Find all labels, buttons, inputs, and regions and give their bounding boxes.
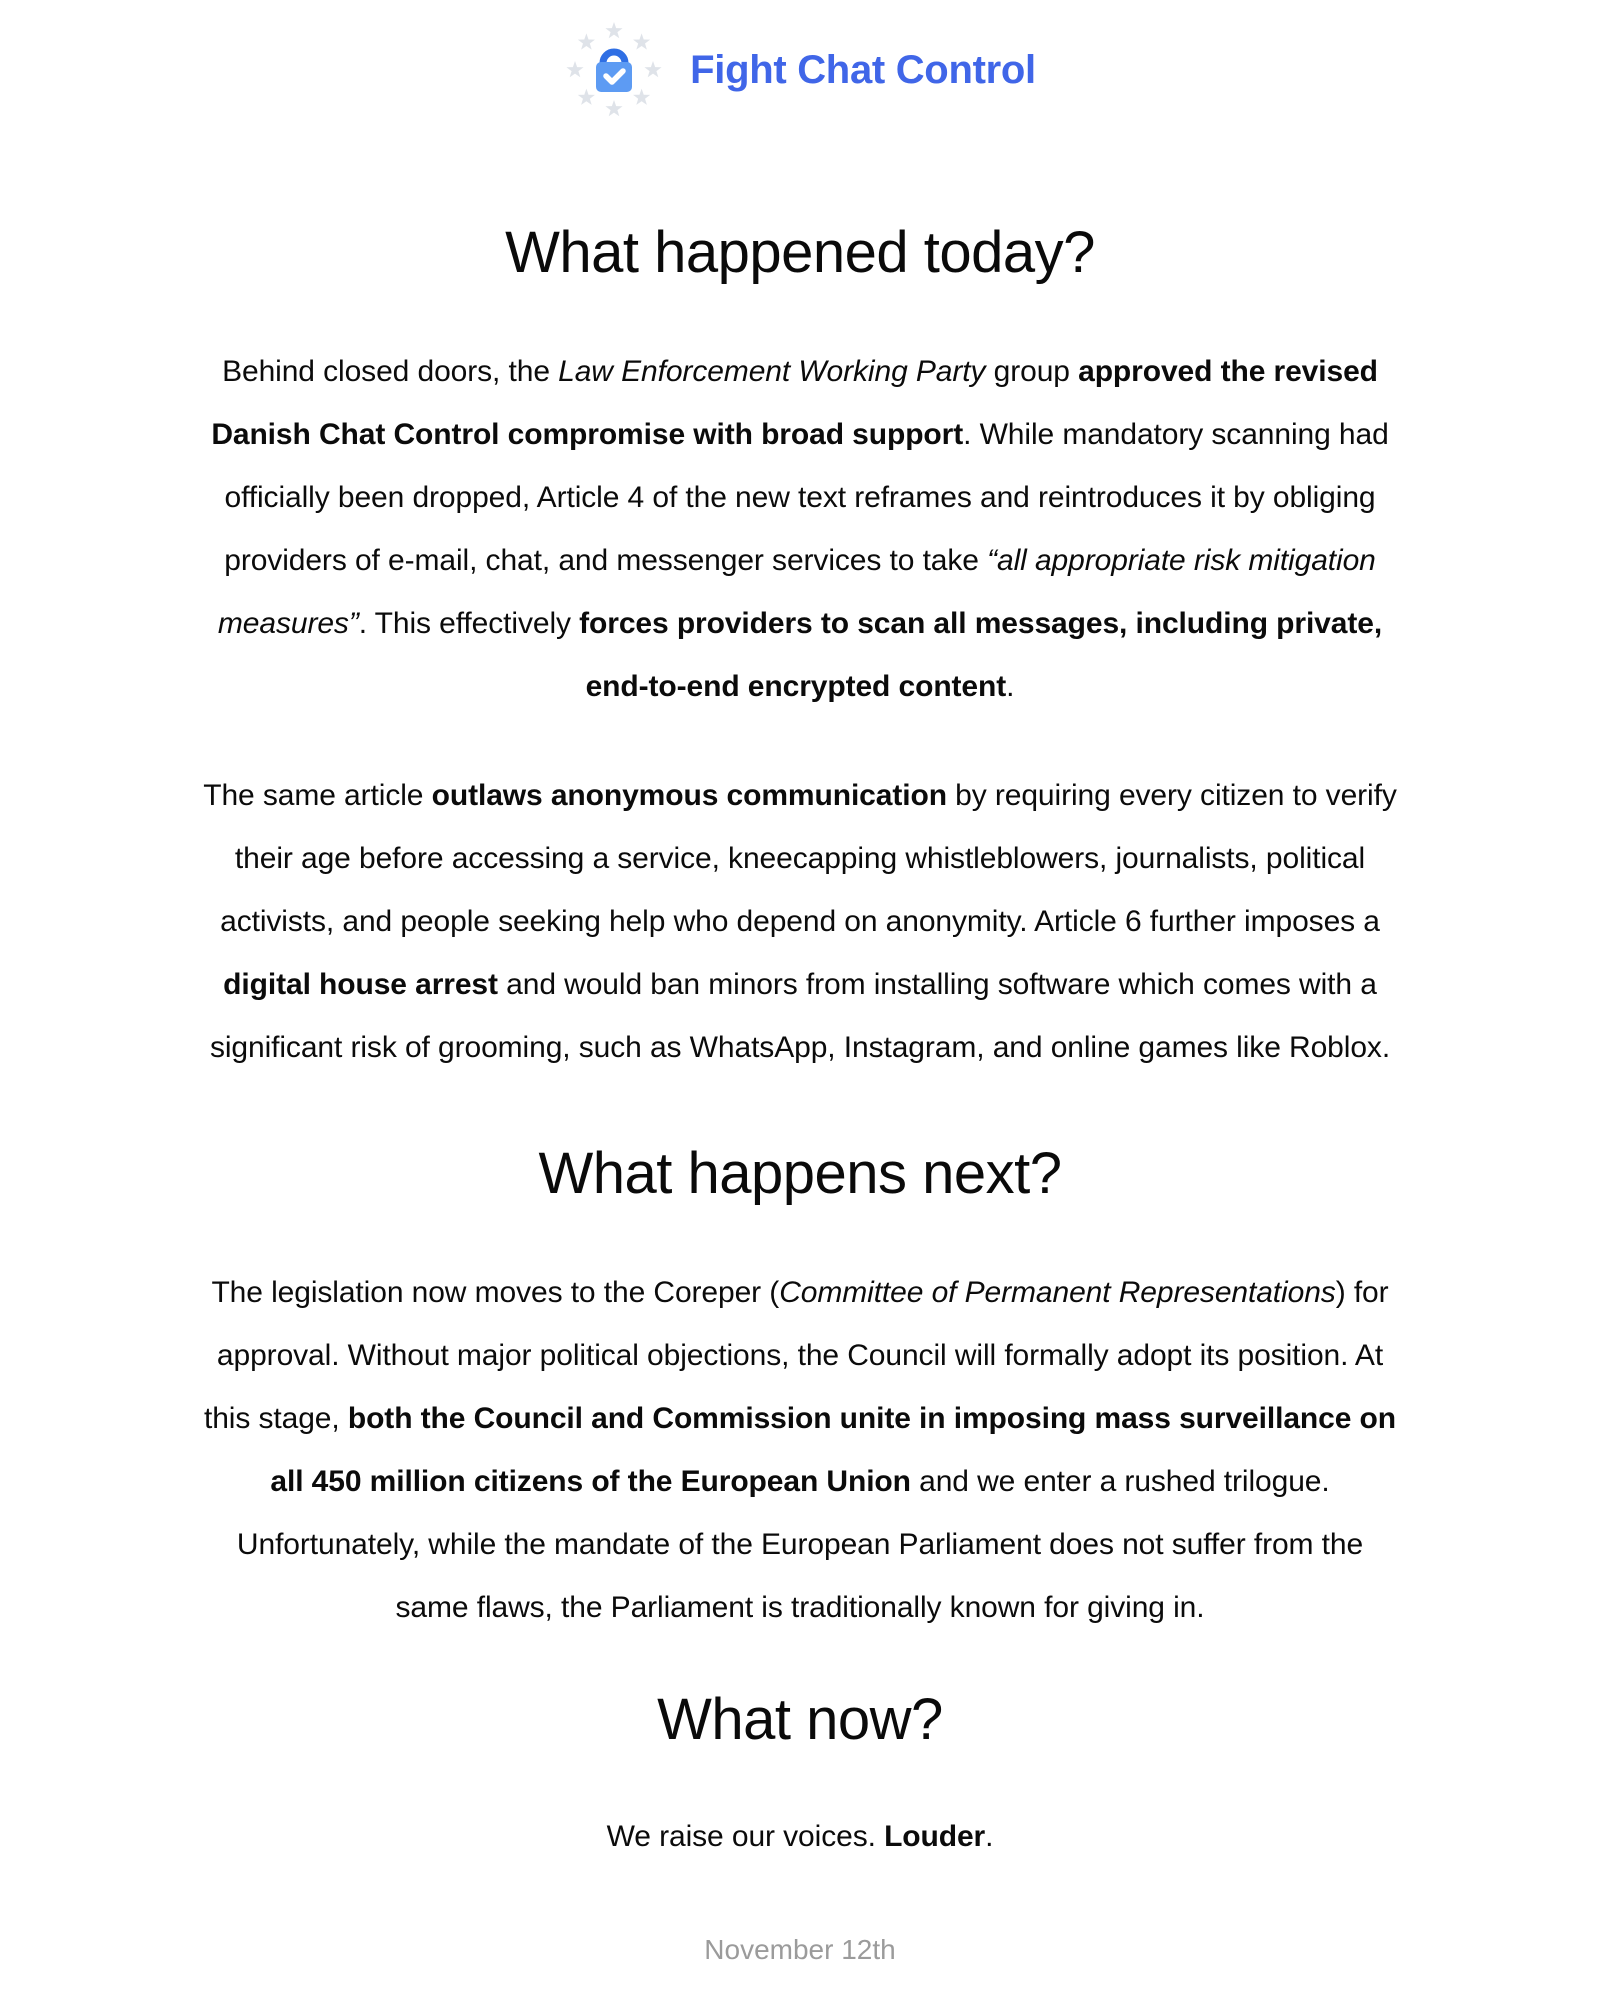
- section-heading-what-happened-today: What happened today?: [505, 220, 1095, 285]
- paragraph-lewp-approval: Behind closed doors, the Law Enforcement Working Party group approved the revised Danish Chat Control compromise with broad support. While mandatory scanning had officially been dropped, Article 4 of the new text reframes and reintroduces it by obliging providers of e-mail, chat, and messenger services to take “all appropriate risk mitigation measures”. This effectively forces providers to scan all messages, including private, end-to-end encrypted content.: [211, 355, 1389, 703]
- section-what-happened-today: [110, 218, 1490, 1079]
- section-what-now: [110, 1685, 1490, 1868]
- paragraph-anonymous-communication: The same article outlaws anonymous communication by requiring every citizen to verify their age before accessing a service, kneecapping whistleblowers, journalists, political activists, and people seeking help who depend on anonymity. Article 6 further imposes a digital house arrest and would ban minors from installing software which comes with a significant risk of grooming, such as WhatsApp, Instagram, and online games like Roblox.: [203, 779, 1397, 1064]
- eu-stars-lock-icon: [564, 20, 664, 120]
- paragraph-raise-voices: We raise our voices. Louder.: [606, 1820, 994, 1853]
- site-title: Fight Chat Control: [690, 47, 1036, 92]
- page: [110, 0, 1490, 1968]
- section-heading-what-now: What now?: [657, 1687, 943, 1752]
- date-label: November 12th: [704, 1934, 896, 1965]
- section-what-happens-next: [110, 1139, 1490, 1639]
- section-heading-what-happens-next: What happens next?: [538, 1141, 1062, 1206]
- page-footer: [110, 1932, 1490, 1968]
- paragraph-coreper-approval: The legislation now moves to the Coreper (Committee of Permanent Representations) for approval. Without major political objections, the Council will formally adopt its position. At this stage, both the Council and Commission unite in imposing mass surveillance on all 450 million citizens of the European Union and we enter a rushed trilogue. Unfortunately, while the mandate of the European Parliament does not suffer from the same flaws, the Parliament is traditionally known for giving in.: [203, 1276, 1397, 1624]
- site-logo[interactable]: [110, 0, 1490, 120]
- article: [110, 218, 1490, 1868]
